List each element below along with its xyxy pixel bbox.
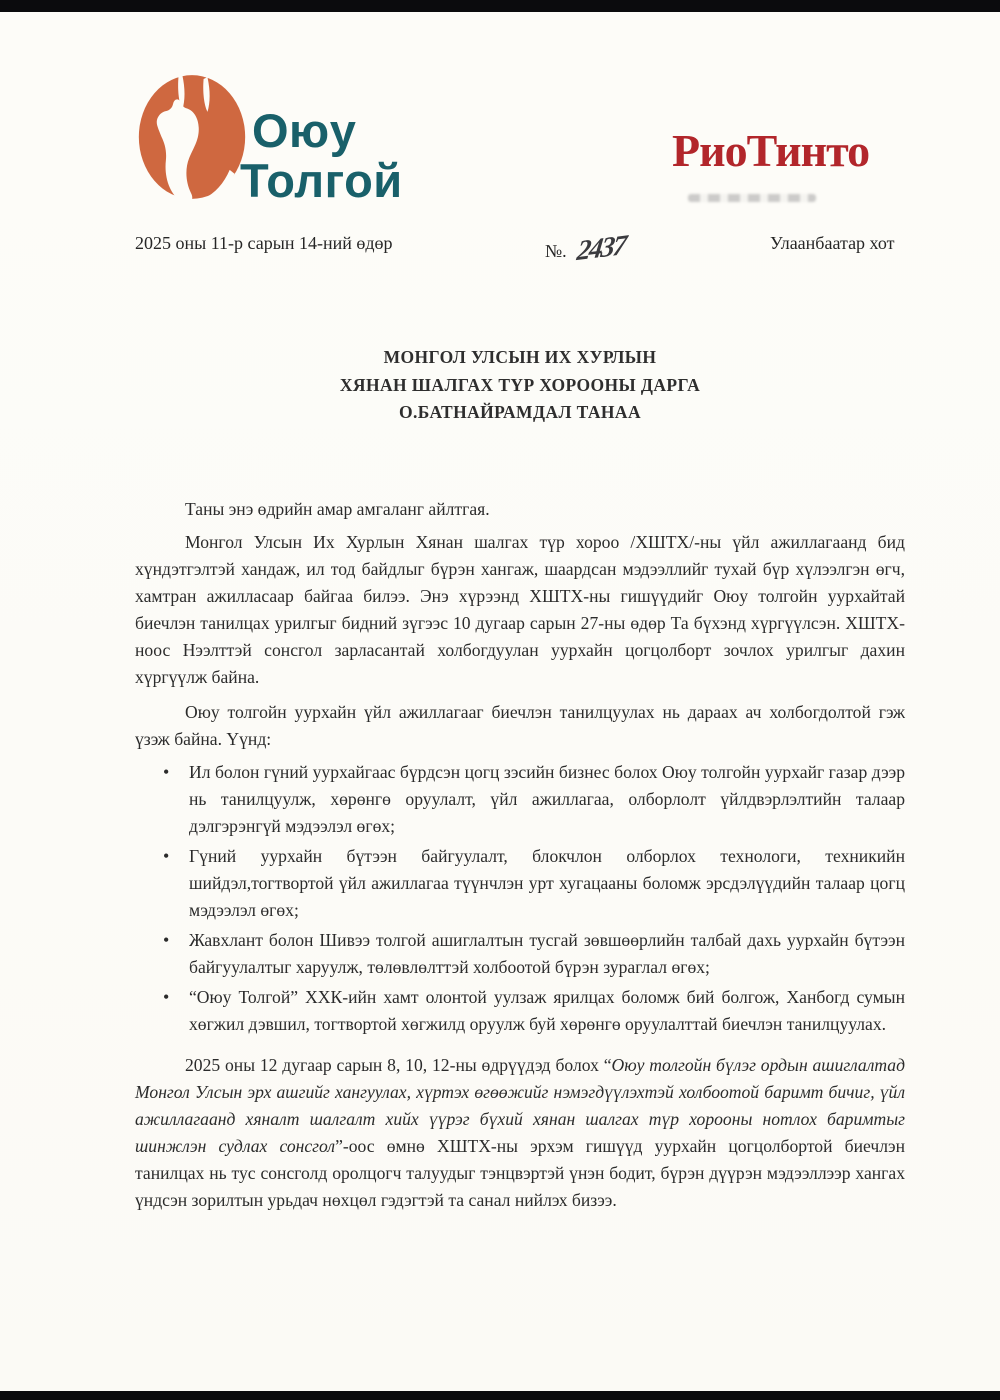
letterbox-bottom-bar [0, 1391, 1000, 1400]
letter-city: Улаанбаатар хот [770, 233, 895, 253]
closing-quote: Оюу толгойн бүлэг ордын ашиглалтад Монгол Улсын эрх ашгийг хангуулах, хүртэх өгөөжийг нэмэгдүүлэхтэй холбоотой баримт бичиг, үйл ажиллагаанд хяналт шалгалт хийх үүрэг бүхий хянан шалгах түр хорооны нотлох баримтыг шинжлэн судлах сонсгол [135, 1055, 905, 1156]
recipient-line-1: МОНГОЛ УЛСЫН ИХ ХУРЛЫН [383, 347, 657, 367]
oyu-tolgoi-logo-text [240, 104, 403, 207]
rio-tinto-logo-text: РиоТинто [672, 125, 870, 176]
bullet-item: • “Оюу Толгой” ХХК-ийн хамт олонтой уулзаж ярилцах боломж бий болгож, Ханбогд сумын хөгжил дэвшил, тогтвортой хөгжилд оруулж буй хөрөнгө оруулалттай биечлэн танилцуулах. [163, 984, 905, 1038]
bullet-item: • Гүний уурхайн бүтээн байгуулалт, блокчлон олборлох технологи, техникийн шийдэл,тогтвортой үйл ажиллагаа түүнчлэн урт хугацааны боломж эрсдэлүүдийн талаар цогц мэдээлэл өгөх; [163, 843, 905, 924]
recipient-heading [135, 344, 905, 427]
meta-row [0, 229, 1000, 273]
bullet-item: • Ил болон гүний уурхайгаас бүрдсэн цогц зэсийн бизнес болох Оюу толгойн уурхайг газар дээр нь танилцуулж, хөрөнгө оруулалт, үйл ажиллагаа, олборлолт үйлдвэрлэлтийн талаар дэлгэрэнгүй мэдээлэл өгөх; [163, 759, 905, 840]
recipient-line-3: О.БАТНАЙРАМДАЛ ТАНАА [399, 402, 641, 422]
letterbox-top-bar [0, 0, 1000, 12]
body-paragraph-2: Оюу толгойн уурхайн үйл ажиллагааг биечлэн танилцуулах нь дараах ач холбогдолтой гэж үзэж байна. Үүнд: [135, 702, 905, 749]
closing-paragraph [135, 1052, 905, 1214]
closing-prefix: 2025 оны 12 дугаар сарын 8, 10, 12-ны өдрүүдэд болох “ [185, 1055, 612, 1075]
oyu-logo-line1: Оюу [252, 104, 357, 157]
bullet-item: • Жавхлант болон Шивээ толгой ашиглалтын тусгай зөвшөөрлийн талбай дахь уурхайн бүтээн байгуулалтыг харуулж, төлөвлөлттэй холбоотой бүрэн зураглал өгөх; [163, 927, 905, 981]
body-paragraph-1: Монгол Улсын Их Хурлын Хянан шалгах түр хороо /ХШТХ/-ны үйл ажиллагаанд бид хүндэтгэлтэй хандаж, ил тод байдлыг бүрэн хангаж, шаардсан мэдээллийг тухай бүр хүлээлгэн өгч, хамтран ажилласаар байгаа билээ. Энэ хүрээнд ХШТХ-ны гишүүдийг Оюу толгойн уурхайтай биечлэн танилцах урилгыг бидний зүгээс 10 дугаар сарын 27-ны өдөр Та бүхэнд хүргүүлсэн. ХШТХ-ноос Нээлттэй сонсгол зарласантай холбогдуулан уурхайн цогцолборт зочлох урилгыг дахин хүргүүлж байна. [135, 532, 905, 687]
camel-logo-icon [134, 68, 250, 206]
oyu-logo-line2: Толгой [240, 154, 403, 207]
letter-body [135, 496, 905, 1222]
document-number [545, 229, 628, 268]
closing-suffix: ”-оос өмнө ХШТХ-ны эрхэм гишүүд уурхайн цогцолбортой биечлэн танилцах нь тус сонсголд оролцогч талуудыг тэнцвэртэй үнэн бодит, бүрэн дүүрэн мэдээллээр хангах үндсэн зорилтын урьдач нөхцөл гэдэгтэй та санал нийлэх бизээ. [135, 1136, 905, 1210]
bullet-list [135, 759, 905, 1038]
redacted-text-smudge [688, 194, 816, 202]
letter-date: 2025 оны 11-р сарын 14-ний өдөр [135, 233, 393, 253]
handwritten-number: 2437 [575, 229, 628, 268]
greeting-paragraph: Таны энэ өдрийн амар амгаланг айлтгая. [185, 499, 490, 519]
number-sign-label: №. [545, 241, 567, 261]
recipient-line-2: ХЯНАН ШАЛГАХ ТҮР ХОРООНЫ ДАРГА [339, 374, 701, 395]
